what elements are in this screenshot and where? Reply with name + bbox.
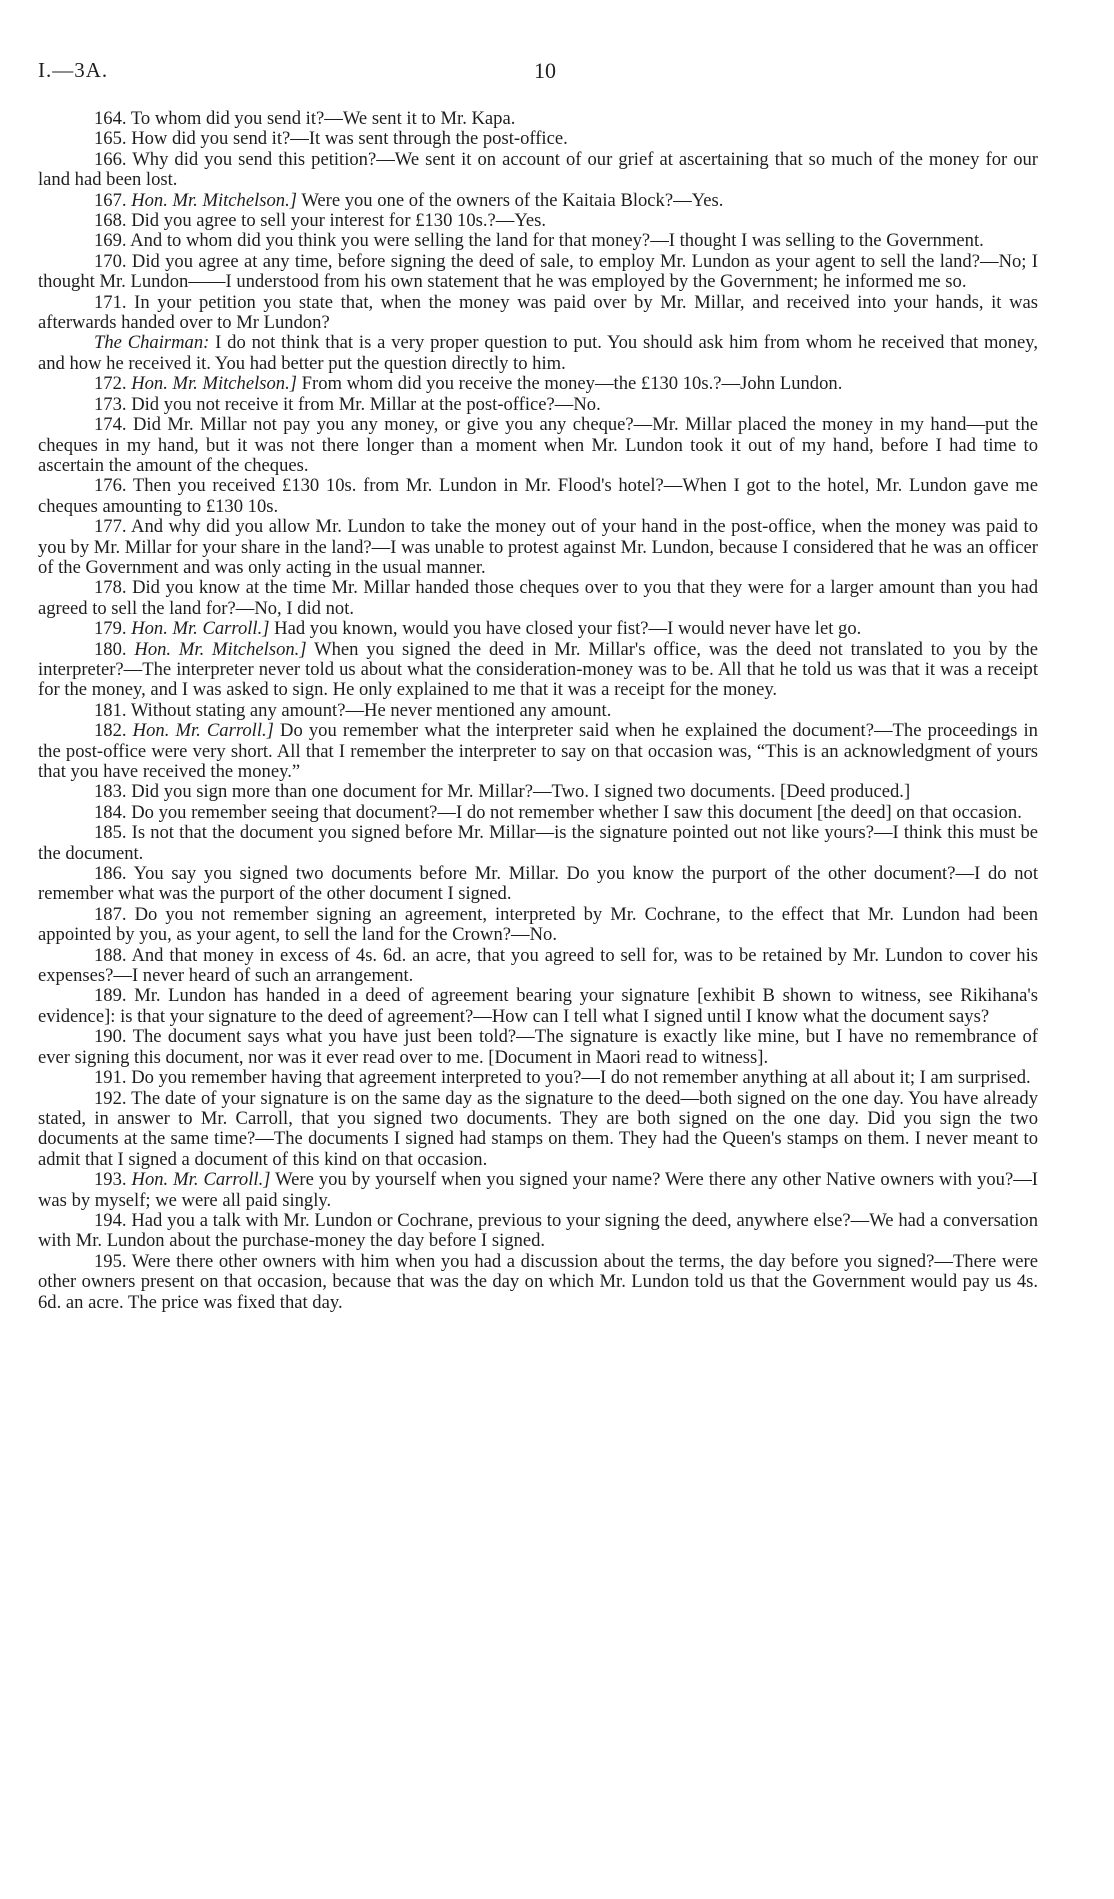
question-text: From whom did you receive the money—the £130 10s.?—John Lundon. bbox=[301, 373, 843, 395]
question-text: Did Mr. Millar not pay you any money, or give you any cheque?—Mr. Millar placed the money in my hand—put the cheques in my hand, but it was not there longer than a moment when Mr. Lundon took it out of my hand, before I had time to ascertain the amount of the cheques. bbox=[38, 414, 1038, 476]
question-text: Had you known, would you have closed your fist?—I would never have let go. bbox=[274, 618, 862, 640]
question-number: 186. bbox=[94, 863, 127, 885]
document-reference: I.—3A. bbox=[38, 58, 109, 82]
speaker-name: Hon. Mr. Mitchelson.] bbox=[131, 189, 297, 211]
question-paragraph bbox=[38, 1170, 1038, 1211]
question-paragraph bbox=[38, 191, 1038, 211]
question-paragraph bbox=[38, 252, 1038, 293]
question-paragraph bbox=[38, 129, 1038, 149]
speaker-name: Hon. Mr. Mitchelson.] bbox=[134, 638, 307, 660]
question-text: And why did you allow Mr. Lundon to take the money out of your hand in the post-office, when the money was paid to you by Mr. Millar for your share in the land?—I was unable to protest against Mr. Lundon, because I considered that he was an officer of the Government and was only acting in the usual manner. bbox=[38, 516, 1038, 578]
question-text: How did you send it?—It was sent through the post-office. bbox=[131, 128, 568, 150]
question-number: 194. bbox=[94, 1209, 127, 1231]
question-number: 189. bbox=[94, 985, 127, 1007]
question-number: 184. bbox=[94, 801, 127, 823]
question-number: 180. bbox=[94, 638, 127, 660]
page-header bbox=[38, 58, 1052, 88]
question-number: 169. bbox=[94, 230, 127, 252]
question-number: 167. bbox=[94, 189, 127, 211]
speaker-name: The Chairman: bbox=[94, 332, 210, 354]
question-text: Did you sign more than one document for Mr. Millar?—Two. I signed two documents. [Deed produced.] bbox=[131, 781, 911, 803]
question-number: 182. bbox=[94, 720, 127, 742]
question-text: Did you know at the time Mr. Millar handed those cheques over to you that they were for a larger amount than you had agreed to sell the land for?—No, I did not. bbox=[38, 577, 1038, 619]
question-paragraph bbox=[38, 701, 1038, 721]
question-paragraph bbox=[38, 293, 1038, 334]
question-number: 173. bbox=[94, 393, 127, 415]
question-text: And to whom did you think you were selling the land for that money?—I thought I was selling to the Government. bbox=[130, 230, 984, 252]
question-number: 166. bbox=[94, 148, 127, 170]
question-paragraph bbox=[38, 1027, 1038, 1068]
speaker-name: Hon. Mr. Carroll.] bbox=[132, 720, 274, 742]
question-text: Is not that the document you signed before Mr. Millar—is the signature pointed out not like yours?—I think this must be the document. bbox=[38, 822, 1038, 864]
question-paragraph bbox=[38, 517, 1038, 578]
question-text: And that money in excess of 4s. 6d. an acre, that you agreed to sell for, was to be retained by Mr. Lundon to cover his expenses?—I never heard of such an arrangement. bbox=[38, 944, 1038, 987]
question-text: Then you received £130 10s. from Mr. Lundon in Mr. Flood's hotel?—When I got to the hotel, Mr. Lundon gave me cheques amounting to £130 10s. bbox=[38, 475, 1038, 517]
speaker-name: Hon. Mr. Mitchelson.] bbox=[131, 373, 297, 395]
question-number: 190. bbox=[94, 1026, 127, 1048]
question-text: Why did you send this petition?—We sent it on account of our grief at ascertaining that so much of the money for our land had been lost. bbox=[38, 148, 1038, 191]
question-text: The date of your signature is on the same day as the signature to the deed—both signed on the one day. You have already stated, in answer to Mr. Carroll, that you signed two documents. They are both signed on the one day. Did you sign the two documents at the same time?—The documents I signed had stamps on them. They had the Queen's stamps on them. I never meant to admit that I signed a document of this kind on that occasion. bbox=[38, 1087, 1038, 1170]
question-text: You say you signed two documents before Mr. Millar. Do you know the purport of the other document?—I do not remember what was the purport of the other document I signed. bbox=[38, 863, 1038, 905]
question-text: Were you by yourself when you signed your name? Were there any other Native owners with you?—I was by myself; we were all paid singly. bbox=[38, 1169, 1038, 1211]
question-number: 172. bbox=[94, 373, 127, 395]
question-text: Did you agree to sell your interest for £130 10s.?—Yes. bbox=[131, 210, 547, 232]
question-paragraph bbox=[38, 415, 1038, 476]
question-number: 164. bbox=[94, 108, 127, 129]
question-text: Had you a talk with Mr. Lundon or Cochrane, previous to your signing the deed, anywhere else?—We had a conversation with Mr. Lundon about the purchase-money the day before I signed. bbox=[38, 1209, 1038, 1252]
question-text: Do you not remember signing an agreement, interpreted by Mr. Cochrane, to the effect that Mr. Lundon had been appointed by you, as your agent, to sell the land for the Crown?—No. bbox=[38, 903, 1038, 946]
question-text: Did you agree at any time, before signing the deed of sale, to employ Mr. Lundon as your agent to sell the land?—No; I thought Mr. Lundon——I understood from his own statement that he was employed by the Government; he informed me so. bbox=[38, 250, 1038, 293]
question-number: 179. bbox=[94, 618, 127, 640]
question-number: 171. bbox=[94, 291, 127, 313]
question-number: 176. bbox=[94, 475, 127, 497]
question-paragraph bbox=[38, 578, 1038, 619]
question-text: Do you remember having that agreement interpreted to you?—I do not remember anything at all about it; I am surprised. bbox=[131, 1067, 1031, 1089]
question-paragraph bbox=[38, 231, 1038, 251]
question-text: Did you not receive it from Mr. Millar at the post-office?—No. bbox=[131, 393, 601, 415]
question-paragraph bbox=[38, 1089, 1038, 1171]
question-text: In your petition you state that, when the money was paid over by Mr. Millar, and received into your hands, it was afterwards handed over to Mr Lundon? bbox=[38, 291, 1038, 334]
question-paragraph bbox=[38, 211, 1038, 231]
question-paragraph bbox=[38, 395, 1038, 415]
question-paragraph bbox=[38, 1252, 1038, 1313]
question-number: 183. bbox=[94, 781, 127, 803]
question-number: 185. bbox=[94, 822, 127, 844]
question-paragraph bbox=[38, 150, 1038, 191]
question-number: 168. bbox=[94, 210, 127, 232]
question-paragraph bbox=[38, 905, 1038, 946]
question-number: 193. bbox=[94, 1169, 127, 1191]
question-number: 188. bbox=[94, 944, 127, 966]
question-text: Do you remember what the interpreter said when he explained the document?—The proceedings in the post-office were very short. All that I remember the interpreter to say on that occasion was, “This is an acknowledgment of yours that you have received the money.” bbox=[38, 720, 1038, 782]
question-paragraph bbox=[38, 640, 1038, 701]
question-paragraph bbox=[38, 986, 1038, 1027]
minutes-of-evidence bbox=[38, 109, 1038, 1313]
question-number: 174. bbox=[94, 414, 127, 436]
question-paragraph bbox=[38, 1211, 1038, 1252]
question-number: 187. bbox=[94, 903, 127, 925]
question-text: The document says what you have just been told?—The signature is exactly like mine, but I have no remembrance of ever signing this document, nor was it ever read over to me. [Document in Maori read to witness]. bbox=[38, 1026, 1038, 1068]
question-text: Were there other owners with him when you had a discussion about the terms, the day before you signed?—There were other owners present on that occasion, because that was the day on which Mr. Lundon told us that the Government would pay us 4s. 6d. an acre. The price was fixed that day. bbox=[38, 1250, 1039, 1313]
question-text: Mr. Lundon has handed in a deed of agreement bearing your signature [exhibit B shown to witness, see Rikihana's evidence]: is that your signature to the deed of agreement?—How can I tell what I signed until I know what the document says? bbox=[38, 985, 1039, 1027]
page-number: 10 bbox=[534, 58, 556, 83]
question-paragraph bbox=[38, 476, 1038, 517]
question-number: 177. bbox=[94, 516, 127, 538]
question-number: 178. bbox=[94, 577, 127, 599]
question-number: 192. bbox=[94, 1087, 127, 1109]
question-paragraph bbox=[38, 333, 1038, 374]
question-text: To whom did you send it?—We sent it to Mr. Kapa. bbox=[130, 108, 516, 129]
question-paragraph bbox=[38, 619, 1038, 639]
question-paragraph bbox=[38, 374, 1038, 394]
question-paragraph bbox=[38, 721, 1038, 782]
question-text: Were you one of the owners of the Kaitaia Block?—Yes. bbox=[301, 189, 724, 211]
question-text: I do not think that is a very proper question to put. You should ask him from whom he received that money, and how he received it. You had better put the question directly to him. bbox=[38, 332, 1038, 374]
question-paragraph bbox=[38, 1068, 1038, 1088]
question-text: Do you remember seeing that document?—I do not remember whether I saw this document [the deed] on that occasion. bbox=[131, 801, 1022, 823]
question-number: 165. bbox=[94, 128, 127, 150]
question-paragraph bbox=[38, 864, 1038, 905]
question-text: Without stating any amount?—He never mentioned any amount. bbox=[130, 699, 612, 721]
question-paragraph bbox=[38, 946, 1038, 987]
question-number: 181. bbox=[94, 699, 127, 721]
question-paragraph bbox=[38, 109, 1038, 129]
question-number: 170. bbox=[94, 250, 127, 272]
question-paragraph bbox=[38, 782, 1038, 802]
question-paragraph bbox=[38, 803, 1038, 823]
question-number: 191. bbox=[94, 1067, 127, 1089]
question-text: When you signed the deed in Mr. Millar's office, was the deed not translated to you by the interpreter?—The interpreter never told us about what the consideration-money was to be. All that he told us was that it was a receipt for the money, and I was asked to sign. He only explained to me that it was a receipt for the money. bbox=[38, 638, 1038, 701]
question-paragraph bbox=[38, 823, 1038, 864]
question-number: 195. bbox=[94, 1250, 127, 1272]
speaker-name: Hon. Mr. Carroll.] bbox=[131, 618, 270, 640]
speaker-name: Hon. Mr. Carroll.] bbox=[131, 1169, 271, 1191]
